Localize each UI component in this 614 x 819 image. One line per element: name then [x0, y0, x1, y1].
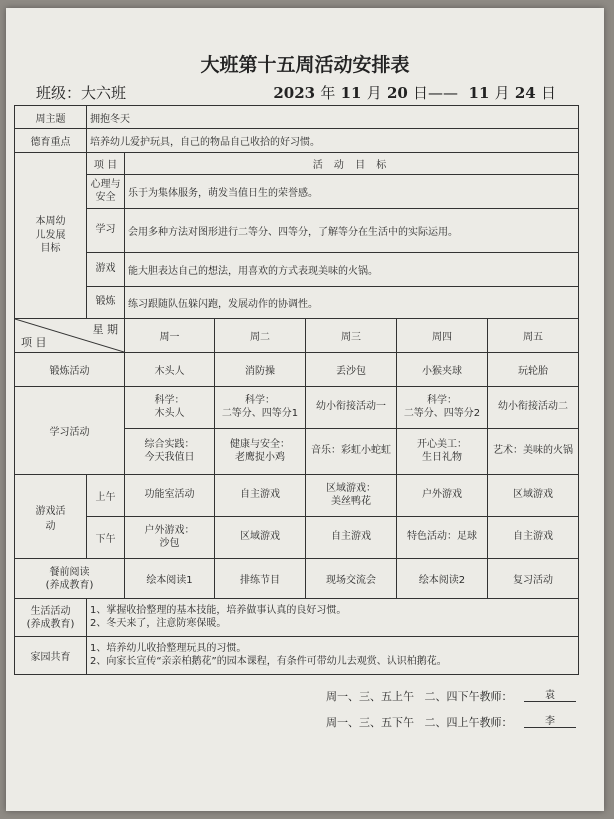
- class-label: 班级：大六班: [36, 84, 127, 102]
- learning-r1-mon: 科学： 木头人: [125, 387, 215, 429]
- dev-goals-label: 本周幼儿发展目标: [15, 153, 87, 319]
- day-fri: 周五: [488, 319, 579, 353]
- learning-r2-mon: 综合实践： 今天我值日: [125, 429, 215, 475]
- games-am-tue: 自主游戏: [215, 475, 306, 517]
- schedule-table: [14, 105, 579, 675]
- games-label: 游戏活动: [15, 475, 87, 559]
- games-am-fri: 区域游戏: [488, 475, 579, 517]
- dev-goal-game: 能大胆表达自己的想法，用喜欢的方式表现美味的火锅。: [125, 253, 579, 287]
- learning-r1-thu: 科学： 二等分、四等分2: [397, 387, 488, 429]
- reading-tue: 排练节目: [215, 559, 306, 599]
- exercise-fri: 玩轮胎: [488, 353, 579, 387]
- reading-mon: 绘本阅读1: [125, 559, 215, 599]
- dev-item-learning: 学习: [87, 209, 125, 253]
- exercise-label: 锻炼活动: [15, 353, 125, 387]
- dev-goal-learning: 会用多种方法对图形进行二等分、四等分，了解等分在生活中的实际运用。: [125, 209, 579, 253]
- life-line: 1、掌握收拾整理的基本技能，培养做事认真的良好习惯。: [90, 605, 347, 616]
- games-pm-fri: 自主游戏: [488, 517, 579, 559]
- teacher-1-right: 二、四下午教师：: [424, 690, 513, 703]
- family-line: 2、向家长宣传“亲亲柏鹅花”的园本课程，有条件可带幼儿去观赏、认识柏鹅花。: [90, 655, 447, 667]
- games-am-label: 上午: [87, 475, 125, 517]
- week-item-corner: [15, 319, 125, 353]
- day-thu: 周四: [397, 319, 488, 353]
- life-line: 2、冬天来了，注意防寒保暖。: [90, 617, 227, 629]
- dev-item-exercise: 锻炼: [87, 287, 125, 319]
- page-title: 大班第十五周活动安排表: [200, 54, 410, 76]
- family-line: 1、培养幼儿收拾整理玩具的习惯。: [90, 643, 247, 654]
- games-pm-wed: 自主游戏: [306, 517, 397, 559]
- exercise-wed: 丢沙包: [306, 353, 397, 387]
- date-range: 2023 年 11 月 20 日—— 11 月 24 日: [273, 84, 556, 102]
- day-tue: 周二: [215, 319, 306, 353]
- family-content: [87, 637, 579, 675]
- day-mon: 周一: [125, 319, 215, 353]
- reading-thu: 绘本阅读2: [397, 559, 488, 599]
- games-pm-thu: 特色活动：足球: [397, 517, 488, 559]
- games-pm-label: 下午: [87, 517, 125, 559]
- item-header: 项 目: [87, 153, 125, 175]
- games-pm-mon: 户外游戏： 沙包: [125, 517, 215, 559]
- games-am-mon: 功能室活动: [125, 475, 215, 517]
- teacher-1-signature: 袁: [524, 686, 576, 702]
- moral-focus-label: 德育重点: [15, 129, 87, 153]
- item-corner-label: 项 目: [21, 336, 47, 349]
- life-label: 生活活动 (养成教育): [15, 599, 87, 637]
- teacher-2-signature: 李: [524, 712, 576, 728]
- teacher-row-2: [326, 714, 513, 730]
- learning-r2-wed: 音乐：彩虹小蛇虹: [306, 429, 397, 475]
- teacher-2-left: 周一、三、五下午: [326, 716, 414, 729]
- teacher-row-1: [326, 688, 513, 704]
- learning-label: 学习活动: [15, 387, 125, 475]
- learning-r1-tue: 科学： 二等分、四等分1: [215, 387, 306, 429]
- dev-item-safety: 心理与安全: [87, 175, 125, 209]
- exercise-mon: 木头人: [125, 353, 215, 387]
- learning-r1-fri: 幼小衔接活动二: [488, 387, 579, 429]
- family-label: 家园共育: [15, 637, 87, 675]
- goal-header: 活 动 目 标: [125, 153, 579, 175]
- week-corner-label: 星 期: [92, 323, 118, 336]
- exercise-tue: 消防操: [215, 353, 306, 387]
- life-content: [87, 599, 579, 637]
- games-am-wed: 区域游戏： 美丝鸭花: [306, 475, 397, 517]
- games-pm-tue: 区域游戏: [215, 517, 306, 559]
- week-theme: 拥抱冬天: [87, 106, 579, 129]
- dev-goal-safety: 乐于为集体服务，萌发当值日生的荣誉感。: [125, 175, 579, 209]
- learning-r1-wed: 幼小衔接活动一: [306, 387, 397, 429]
- dev-goal-exercise: 练习跟随队伍躲闪跑，发展动作的协调性。: [125, 287, 579, 319]
- reading-label: 餐前阅读 (养成教育): [15, 559, 125, 599]
- reading-wed: 现场交流会: [306, 559, 397, 599]
- learning-r2-thu: 开心美工： 生日礼物: [397, 429, 488, 475]
- dev-item-game: 游戏: [87, 253, 125, 287]
- teacher-2-right: 二、四上午教师：: [424, 716, 513, 729]
- exercise-thu: 小猴夹球: [397, 353, 488, 387]
- day-wed: 周三: [306, 319, 397, 353]
- teacher-1-left: 周一、三、五上午: [326, 690, 414, 703]
- week-theme-label: 周主题: [15, 106, 87, 129]
- schedule-sheet: [6, 8, 604, 811]
- moral-focus: 培养幼儿爱护玩具，自己的物品自己收拾的好习惯。: [87, 129, 579, 153]
- learning-r2-tue: 健康与安全： 老鹰捉小鸡: [215, 429, 306, 475]
- games-am-thu: 户外游戏: [397, 475, 488, 517]
- learning-r2-fri: 艺术：美味的火锅: [488, 429, 579, 475]
- reading-fri: 复习活动: [488, 559, 579, 599]
